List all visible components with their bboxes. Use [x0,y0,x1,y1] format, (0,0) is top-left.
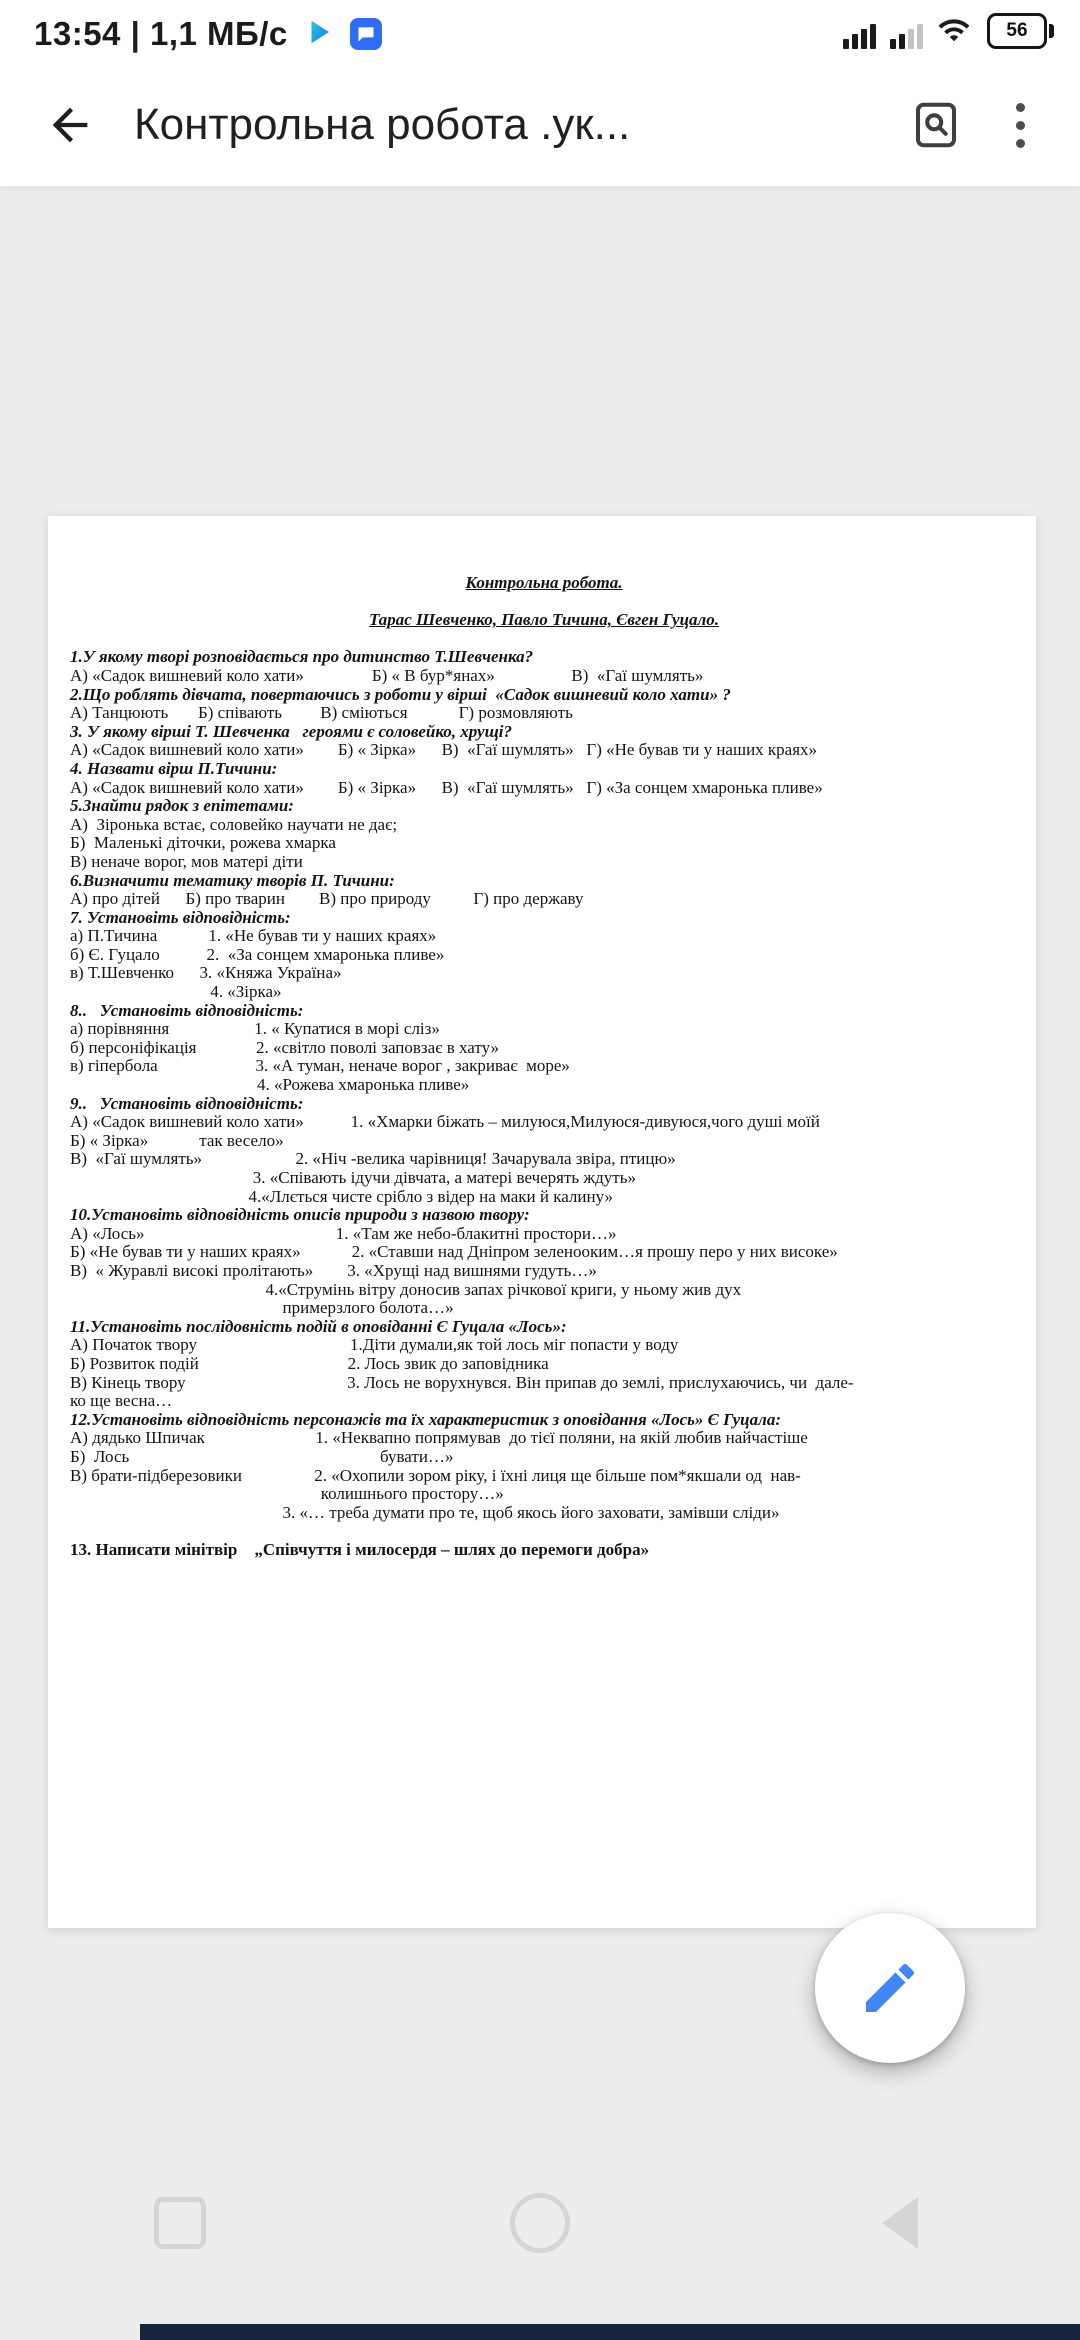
doc-line: б) Є. Гуцало 2. «За сонцем хмаронька пливе» [70,944,445,964]
doc-line: В) « Журавлі високі пролітають» 3. «Хрущі над вишнями гудуть…» [70,1260,597,1280]
doc-line: 4.«Струмінь вітру доносив запах річкової криги, у ньому жив дух [70,1279,742,1299]
doc-line: 5.Знайти рядок з епітетами: [70,796,294,816]
document-lines [70,574,1018,1559]
doc-line: А) «Садок вишневий коло хати» 1. «Хмарки біжать – милуюся,Милуюся-дивуюся,чого душі моїй [70,1112,820,1132]
doc-line: 4. «Рожева хмаронька пливе» [70,1075,470,1095]
doc-line: А) про дітей Б) про тварин В) про природу Г) про державу [70,889,584,909]
doc-line: 6.Визначити тематику творів П. Тичини: [70,870,395,890]
doc-line [70,1522,1018,1541]
navigation-bar [0,2178,1080,2268]
kebab-menu-icon [1016,103,1025,148]
doc-line: Б) Маленькі діточки, рожева хмарка [70,833,336,853]
doc-line: 4.«Ллється чисте срібло з відер на маки й калину» [70,1186,613,1206]
doc-line: 8.. Установіть відповідність: [70,1000,304,1020]
battery-cap [1049,24,1054,38]
doc-line: А) «Садок вишневий коло хати» Б) « Зірка» В) «Гаї шумлять» Г) «За сонцем хмаронька пливе» [70,777,823,797]
page-title: Контрольна робота .ук... [134,100,631,149]
doc-line: 3. У якому вірші Т. Шевченка героями є соловейко, хрущі? [70,721,512,741]
doc-line: В) Кінець твору 3. Лось не ворухнувся. Він припав до землі, прислухаючись, чи дале- [70,1372,854,1392]
back-button[interactable] [28,83,112,167]
doc-line: а) порівняння 1. « Купатися в морі сліз» [70,1019,440,1039]
doc-line: В) брати-підберезовики 2. «Охопили зором ріку, і їхні лиця ще більше пом*якшали од нав- [70,1465,801,1485]
battery-icon [987,13,1054,49]
pencil-edit-icon [858,1956,922,2020]
doc-line: в) Т.Шевченко 3. «Княжа Україна» [70,963,342,983]
doc-line: 1.У якому творі розповідається про дитинство Т.Шевченка? [70,647,534,667]
doc-line [70,630,1018,649]
battery-level: 56 [987,13,1047,49]
doc-line: А) «Садок вишневий коло хати» Б) « В бур*янах» В) «Гаї шумлять» [70,665,704,685]
signal-sim2-icon [890,24,923,49]
back-arrow-icon [44,99,96,151]
doc-line: колишнього простору…» [70,1484,504,1504]
doc-line: 12.Установіть відповідність персонажів та їх характеристик з оповідання «Лось» Є Гуцала: [70,1409,782,1429]
overflow-menu-button[interactable] [978,83,1062,167]
doc-line: А) Зіронька встає, соловейко научати не дає; [70,814,398,834]
doc-line: А) дядько Шпичак 1. «Неквапно попрямував до тієї поляни, на якій любив найчастіше [70,1428,808,1448]
doc-line: 7. Установіть відповідність: [70,907,291,927]
status-bar [0,0,1080,64]
doc-line: А) «Садок вишневий коло хати» Б) « Зірка» В) «Гаї шумлять» Г) «Не бував ти у наших краях» [70,740,818,760]
doc-line: Б) Лось бувати…» [70,1446,454,1466]
doc-line: А) Танцюють Б) співають В) сміються Г) розмовляють [70,703,573,723]
doc-line: а) П.Тичина 1. «Не бував ти у наших краях» [70,926,437,946]
doc-line: Контрольна робота. [465,573,623,592]
doc-line: 13. Написати мінітвір „Співчуття і милосердя – шлях до перемоги добра» [70,1539,650,1559]
doc-line: ко ще весна… [70,1391,173,1411]
doc-line: 3. «… треба думати про те, щоб якось його заховати, замівши сліди» [70,1502,780,1522]
back-nav-button[interactable] [720,2178,1080,2268]
bottom-edge-bar [140,2324,1080,2340]
doc-line: В) неначе ворог, мов матері діти [70,851,303,871]
doc-line: Тарас Шевченко, Павло Тичина, Євген Гуцало. [368,610,720,630]
status-time-speed: 13:54 | 1,1 МБ/с [34,15,288,52]
edit-fab[interactable] [815,1913,965,2063]
doc-line: б) персоніфікація 2. «світло поволі заповзає в хату» [70,1037,500,1057]
doc-line: 4. Назвати вірш П.Тичини: [70,758,278,778]
doc-line: Б) Розвиток подій 2. Лось звик до заповідника [70,1353,549,1373]
doc-line: 4. «Зірка» [70,982,282,1002]
home-button[interactable] [360,2178,720,2268]
doc-line: Б) « Зірка» так весело» [70,1130,284,1150]
find-in-document-button[interactable] [894,83,978,167]
doc-line: примерзлого болота…» [70,1298,454,1318]
document-page [48,516,1036,1928]
signal-sim1-icon [843,24,876,49]
doc-line: Б) «Не бував ти у наших краях» 2. «Ставши над Дніпром зеленооким…я прошу перо у них високе» [70,1242,838,1262]
play-notification-icon [304,17,334,52]
messenger-notification-icon [350,18,382,50]
doc-line: в) гіпербола 3. «А туман, неначе ворог , закриває море» [70,1056,570,1076]
doc-line: А) Початок твору 1.Діти думали,як той лось міг попасти у воду [70,1335,679,1355]
wifi-icon [937,16,971,49]
doc-line [70,593,1018,612]
find-in-document-icon [909,98,963,152]
doc-line: 11.Установіть послідовність подій в оповіданні Є Гуцала «Лось»: [70,1316,567,1336]
back-triangle-icon [882,2197,918,2249]
doc-line: 2.Що роблять дівчата, повертаючись з роботи у вірші «Садок вишневий коло хати» ? [70,684,731,704]
doc-line: А) «Лось» 1. «Там же небо-блакитні простори…» [70,1223,617,1243]
home-circle-icon [510,2193,570,2253]
doc-line: 10.Установіть відповідність описів природи з назвою твору: [70,1205,530,1225]
doc-line: 3. «Співають ідучи дівчата, а матері вечерять ждуть» [70,1168,636,1187]
recents-button[interactable] [0,2178,360,2268]
recents-square-icon [154,2197,206,2249]
app-bar [0,64,1080,186]
doc-line: В) «Гаї шумлять» 2. «Ніч -велика чарівниця! Зачарувала звіра, птицю» [70,1149,676,1169]
doc-line: 9.. Установіть відповідність: [70,1093,304,1113]
